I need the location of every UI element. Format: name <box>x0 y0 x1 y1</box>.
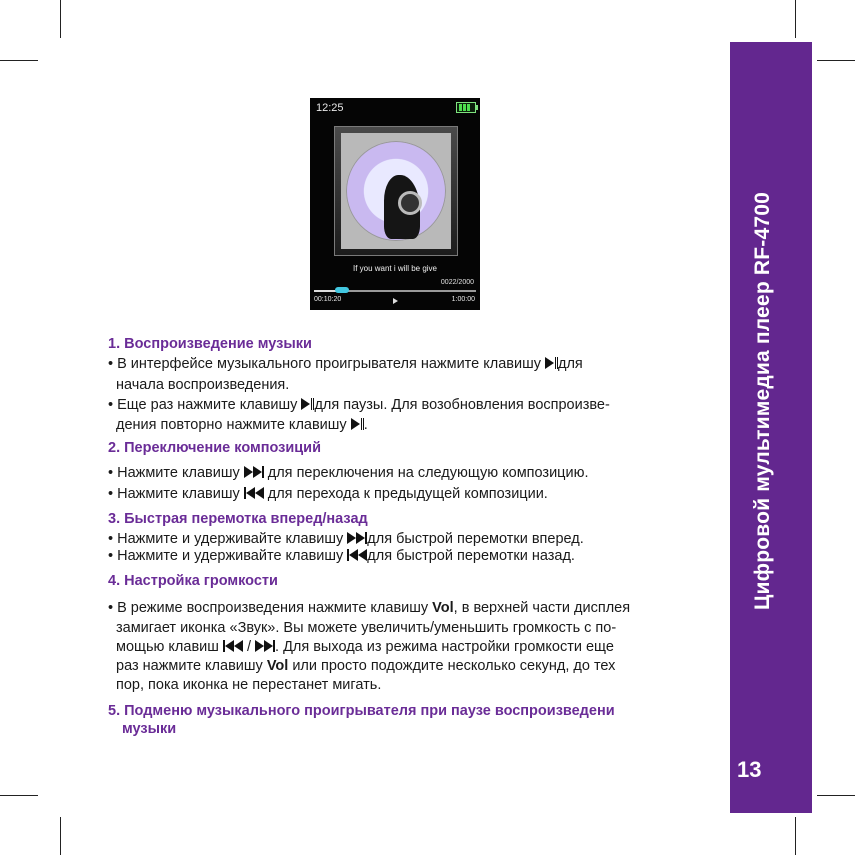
crop-mark <box>60 0 61 38</box>
s4-line-5: пор, пока иконка не перестанет мигать. <box>116 677 382 693</box>
crop-mark <box>817 795 855 796</box>
s3-line-2: • Нажмите и удерживайте клавишу для быстрой перемотки назад. <box>108 548 575 564</box>
band-title <box>741 88 781 608</box>
battery-icon <box>456 102 476 113</box>
previous-key-icon <box>347 549 367 561</box>
crop-mark <box>795 0 796 38</box>
song-caption: If you want i will be give <box>352 264 438 273</box>
progress-bar <box>314 290 476 292</box>
previous-key-icon <box>223 640 243 652</box>
total-time: 1:00:00 <box>451 296 475 303</box>
track-counter: 0022/2000 <box>440 279 474 286</box>
next-key-icon <box>244 466 264 478</box>
s1-line-1: • В интерфейсе музыкального проигрывателя нажмите клавишу для <box>108 356 583 372</box>
vol-key-label: Vol <box>266 658 289 674</box>
disc-image <box>346 141 446 241</box>
section-5-title-line-1: 5. Подменю музыкального проигрывателя при паузе воспроизведени <box>108 703 615 719</box>
next-key-icon <box>347 532 367 544</box>
band-title-text: Цифровой мультимедиа плеер RF-4700 <box>751 192 774 610</box>
s4-line-3: мощью клавиш / . Для выхода из режима настройки громкости еще <box>116 639 614 655</box>
s4-line-4: раз нажмите клавишу Vol или просто подождите несколько секунд, до тех <box>116 658 616 674</box>
play-icon <box>393 298 398 304</box>
crop-mark <box>795 817 796 855</box>
s2-line-2: • Нажмите клавишу для перехода к предыдущей композиции. <box>108 486 548 502</box>
s4-line-1: • В режиме воспроизведения нажмите клавишу Vol, в верхней части дисплея <box>108 600 631 616</box>
next-key-icon <box>255 640 275 652</box>
play-pause-key-icon <box>545 357 558 369</box>
progress-knob <box>335 287 349 293</box>
elapsed-time: 00:10:20 <box>314 296 342 303</box>
play-pause-key-icon <box>351 418 364 430</box>
page-number: 13 <box>737 757 762 782</box>
vol-key-label: Vol <box>432 600 454 616</box>
headphone-icon <box>398 191 422 215</box>
s4-line-2: замигает иконка «Звук». Вы можете увеличить/уменьшить громкость с по- <box>116 620 617 636</box>
section-3-title: 3. Быстрая перемотка вперед/назад <box>108 511 368 527</box>
play-pause-key-icon <box>301 398 314 410</box>
previous-key-icon <box>244 487 264 499</box>
section-1-title: 1. Воспроизведение музыки <box>108 336 312 352</box>
section-2-title: 2. Переключение композиций <box>108 440 321 456</box>
s1-line-3: • Еще раз нажмите клавишу для паузы. Для возобновления воспроизве- <box>108 397 610 413</box>
s1-line-4: дения повторно нажмите клавишу . <box>116 417 368 433</box>
section-5-title-line-2: музыки <box>122 721 177 737</box>
crop-mark <box>0 60 38 61</box>
s2-line-1: • Нажмите клавишу для переключения на следующую композицию. <box>108 465 589 481</box>
crop-mark <box>0 795 38 796</box>
player-screenshot <box>310 98 480 310</box>
s1-line-2: начала воспроизведения. <box>116 377 290 393</box>
player-clock: 12:25 <box>316 102 344 114</box>
section-4-title: 4. Настройка громкости <box>108 573 278 589</box>
crop-mark <box>60 817 61 855</box>
crop-mark <box>817 60 855 61</box>
album-art <box>341 133 451 249</box>
s3-line-1: • Нажмите и удерживайте клавишу для быстрой перемотки вперед. <box>108 531 584 547</box>
album-art-frame <box>334 126 458 256</box>
